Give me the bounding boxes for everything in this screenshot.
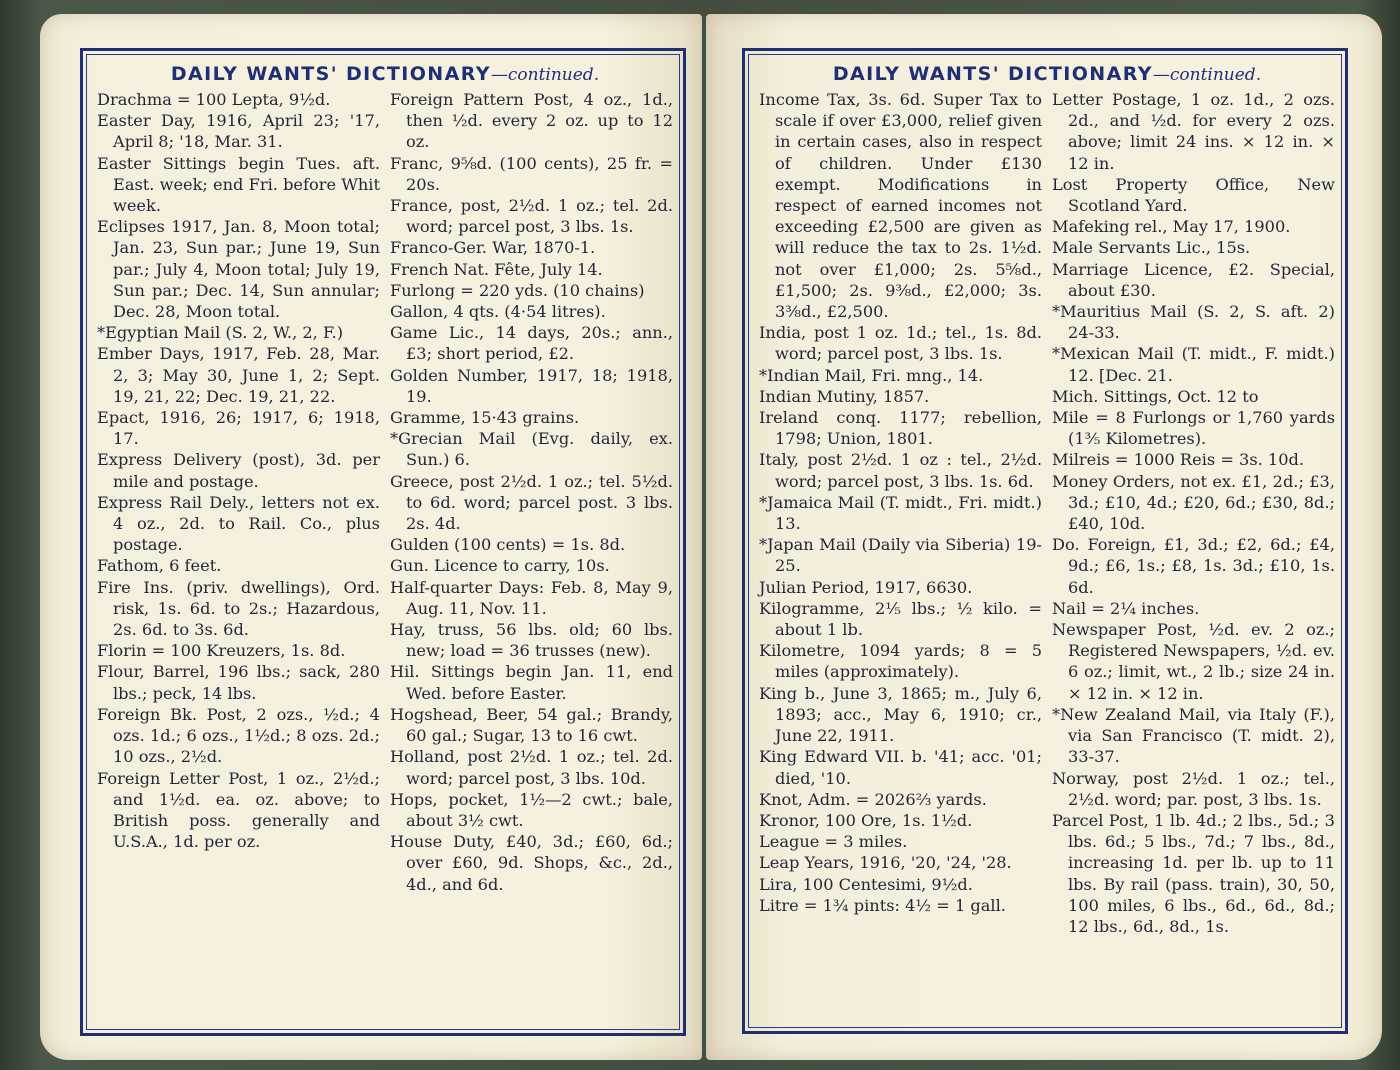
dictionary-entry: Do. Foreign, £1, 3d.; £2, 6d.; £4, 9d.; £6, 1s.; £8, 1s. 3d.; £10, 1s. 6d.	[1052, 535, 1335, 597]
dictionary-entry: Fire Ins. (priv. dwellings), Ord. risk, 1s. 6d. to 2s.; Hazardous, 2s. 6d. to 3s. 6d.	[97, 577, 380, 640]
dictionary-entry: Nail = 2¼ inches.	[1052, 598, 1200, 618]
right-page	[706, 14, 1382, 1060]
dictionary-entry: *Indian Mail, Fri. mng., 14.	[759, 365, 984, 385]
dictionary-entry: Male Servants Lic., 15s.	[1052, 238, 1251, 258]
dictionary-entry: Money Orders, not ex. £1, 2d.; £3, 3d.; £10, 4d.; £20, 6d.; £30, 8d.; £40, 10d.	[1052, 471, 1335, 534]
dictionary-entry: Foreign Bk. Post, 2 ozs., ½d.; 4 ozs. 1d.; 6 ozs., 1½d.; 8 ozs. 2d.; 10 ozs., 2½d.	[97, 704, 380, 767]
dictionary-entry: Easter Day, 1916, April 23; '17, April 8; '18, Mar. 31.	[97, 111, 380, 152]
dictionary-entry: Holland, post 2½d. 1 oz.; tel. 2d. word; parcel post, 3 lbs. 10d.	[390, 747, 673, 788]
dictionary-entry: Indian Mutiny, 1857.	[759, 386, 930, 406]
dictionary-entry: Mafeking rel., May 17, 1900.	[1052, 217, 1291, 237]
left-page	[40, 14, 702, 1060]
dictionary-entry: *Jamaica Mail (T. midt., Fri. midt.) 13.	[759, 492, 1042, 534]
dictionary-entry: Hops, pocket, 1½—2 cwt.; bale, about 3½ cwt.	[390, 789, 673, 830]
dictionary-entry: *Grecian Mail (Evg. daily, ex. Sun.) 6.	[390, 429, 673, 470]
dictionary-entry: Kilogramme, 2⅕ lbs.; ½ kilo. = about 1 lb.	[759, 598, 1042, 640]
dictionary-entry: Fathom, 6 feet.	[97, 556, 222, 576]
dictionary-entry: Norway, post 2½d. 1 oz.; tel., 2½d. word; par. post, 3 lbs. 1s.	[1052, 768, 1335, 809]
dictionary-entry: Ireland conq. 1177; rebellion, 1798; Union, 1801.	[759, 408, 1042, 449]
dictionary-entry: Flour, Barrel, 196 lbs.; sack, 280 lbs.; peck, 14 lbs.	[97, 662, 380, 703]
dictionary-entry: *Mexican Mail (T. midt., F. midt.) 12. [Dec. 21.	[1052, 344, 1335, 385]
dictionary-entry: Gallon, 4 qts. (4·54 litres).	[390, 302, 606, 322]
dictionary-entry: King Edward VII. b. '41; acc. '01; died, '10.	[759, 747, 1042, 788]
dictionary-entry: Lira, 100 Centesimi, 9½d.	[759, 874, 973, 894]
dictionary-entry: Golden Number, 1917, 18; 1918, 19.	[390, 365, 673, 406]
dictionary-entry: Florin = 100 Kreuzers, 1s. 8d.	[97, 641, 346, 661]
dictionary-entry: Gramme, 15·43 grains.	[390, 408, 580, 428]
dictionary-entry: Litre = 1¾ pints: 4½ = 1 gall.	[759, 895, 1006, 915]
left-page-header	[97, 63, 673, 85]
dictionary-entry: Kilometre, 1094 yards; 8 = 5 miles (approximately).	[759, 641, 1042, 682]
left-page-frame	[80, 48, 686, 1036]
dictionary-entry: Hogshead, Beer, 54 gal.; Brandy, 60 gal.; Sugar, 13 to 16 cwt.	[390, 704, 673, 746]
dictionary-entry: Gun. Licence to carry, 10s.	[390, 556, 610, 576]
dictionary-entry: Half-quarter Days: Feb. 8, May 9, Aug. 11, Nov. 11.	[390, 577, 673, 618]
dictionary-entry: Milreis = 1000 Reis = 3s. 10d.	[1052, 450, 1305, 470]
dictionary-entry: Julian Period, 1917, 6630.	[759, 577, 973, 597]
right-header-title: DAILY WANTS' DICTIONARY	[832, 63, 1153, 85]
dictionary-entry: Foreign Pattern Post, 4 oz., 1d., then ½d. every 2 oz. up to 12 oz.	[390, 90, 673, 152]
dictionary-entry: Hay, truss, 56 lbs. old; 60 lbs. new; load = 36 trusses (new).	[390, 620, 673, 661]
dictionary-entry: Mich. Sittings, Oct. 12 to	[1052, 386, 1259, 406]
right-header-suffix: —continued.	[1152, 65, 1262, 85]
dictionary-entry: Italy, post 2½d. 1 oz : tel., 2½d. word; parcel post, 3 lbs. 1s. 6d.	[759, 450, 1042, 491]
dictionary-entry: Express Rail Dely., letters not ex. 4 oz., 2d. to Rail. Co., plus postage.	[97, 492, 380, 555]
left-header-title: DAILY WANTS' DICTIONARY	[170, 63, 491, 85]
dictionary-entry: Parcel Post, 1 lb. 4d.; 2 lbs., 5d.; 3 lbs. 6d.; 5 lbs., 7d.; 7 lbs., 8d., increasing 1d. per lb. up to 11 lbs. By rail (pass. train), 30, 50, 100 miles, 6 lbs., 6d., 6d., 8d.; 12 lbs., 6d., 8d., 1s.	[1052, 810, 1335, 936]
dictionary-entry: Franco-Ger. War, 1870-1.	[390, 238, 596, 258]
dictionary-entry: *New Zealand Mail, via Italy (F.), via San Francisco (T. midt. 2), 33-37.	[1052, 704, 1335, 767]
dictionary-entry: Marriage Licence, £2. Special, about £30.	[1052, 259, 1335, 300]
dictionary-entry: Foreign Letter Post, 1 oz., 2½d.; and 1½d. ea. oz. above; to British poss. generally and U.S.A., 1d. per oz.	[97, 768, 380, 852]
dictionary-entry: House Duty, £40, 3d.; £60, 6d.; over £60, 9d. Shops, &c., 2d., 4d., and 6d.	[390, 832, 673, 894]
dictionary-entry: Lost Property Office, New Scotland Yard.	[1052, 174, 1335, 216]
dictionary-entry: Epact, 1916, 26; 1917, 6; 1918, 17.	[97, 408, 380, 449]
dictionary-entry: Mile = 8 Furlongs or 1,760 yards (1⅗ Kilometres).	[1052, 408, 1335, 449]
dictionary-entry: Leap Years, 1916, '20, '24, '28.	[759, 853, 1012, 873]
dictionary-entry: *Egyptian Mail (S. 2, W., 2, F.)	[97, 323, 344, 343]
dictionary-entry: Income Tax, 3s. 6d. Super Tax to scale if over £3,000, relief given in certain cases, also in respect of children. Under £130 exempt. Modifications in respect of earned incomes not exceeding £2,500 are given as will reduce the tax to 2s. 1½d. not over £1,000; 2s. 5⅝d., £1,500; 2s. 9⅜d., £2,000; 3s. 3⅜d., £2,500.	[759, 90, 1042, 322]
dictionary-entry: India, post 1 oz. 1d.; tel., 1s. 8d. word; parcel post, 3 lbs. 1s.	[759, 323, 1042, 364]
dictionary-entry: Greece, post 2½d. 1 oz.; tel. 5½d. to 6d. word; parcel post. 3 lbs. 2s. 4d.	[390, 471, 673, 534]
dictionary-entry: Knot, Adm. = 2026⅔ yards.	[759, 789, 987, 809]
right-page-header	[759, 63, 1335, 85]
dictionary-entry: Gulden (100 cents) = 1s. 8d.	[390, 535, 626, 555]
dictionary-entry: Letter Postage, 1 oz. 1d., 2 ozs. 2d., and ½d. for every 2 ozs. above; limit 24 ins. × 12 in. × 12 in.	[1052, 90, 1335, 173]
dictionary-entry: Newspaper Post, ½d. ev. 2 oz.; Registered Newspapers, ½d. ev. 6 oz.; limit, wt., 2 lb.; size 24 in. × 12 in. × 12 in.	[1052, 620, 1335, 703]
dictionary-entry: League = 3 miles.	[759, 832, 908, 852]
dictionary-entry: Franc, 9⅝d. (100 cents), 25 fr. = 20s.	[390, 153, 673, 194]
dictionary-entry: *Mauritius Mail (S. 2, S. aft. 2) 24-33.	[1052, 302, 1335, 343]
right-column-2	[1052, 89, 1335, 937]
dictionary-entry: *Japan Mail (Daily via Siberia) 19-25.	[759, 535, 1042, 576]
right-page-frame	[742, 48, 1348, 1034]
dictionary-entry: Eclipses 1917, Jan. 8, Moon total; Jan. 23, Sun par.; June 19, Sun par.; July 4, Moon total; July 19, Sun par.; Dec. 14, Sun annular; Dec. 28, Moon total.	[97, 217, 380, 322]
dictionary-entry: Drachma = 100 Lepta, 9½d.	[97, 90, 331, 109]
dictionary-entry: Express Delivery (post), 3d. per mile and postage.	[97, 450, 380, 491]
dictionary-entry: Kronor, 100 Ore, 1s. 1½d.	[759, 810, 973, 830]
dictionary-entry: Game Lic., 14 days, 20s.; ann., £3; short period, £2.	[390, 323, 673, 364]
dictionary-entry: Hil. Sittings begin Jan. 11, end Wed. before Easter.	[390, 662, 673, 703]
dictionary-entry: France, post, 2½d. 1 oz.; tel. 2d. word; parcel post, 3 lbs. 1s.	[390, 196, 673, 237]
left-column-2	[390, 89, 673, 895]
dictionary-entry: French Nat. Fête, July 14.	[390, 259, 603, 279]
dictionary-entry: Easter Sittings begin Tues. aft. East. week; end Fri. before Whit week.	[97, 153, 380, 216]
right-column-1	[759, 89, 1042, 937]
left-header-suffix: —continued.	[490, 65, 600, 85]
dictionary-entry: Ember Days, 1917, Feb. 28, Mar. 2, 3; May 30, June 1, 2; Sept. 19, 21, 22; Dec. 19, 21, 22.	[97, 344, 380, 406]
dictionary-entry: King b., June 3, 1865; m., July 6, 1893; acc., May 6, 1910; cr., June 22, 1911.	[759, 683, 1042, 746]
dictionary-entry: Furlong = 220 yds. (10 chains)	[390, 280, 645, 300]
left-column-1	[97, 89, 380, 895]
